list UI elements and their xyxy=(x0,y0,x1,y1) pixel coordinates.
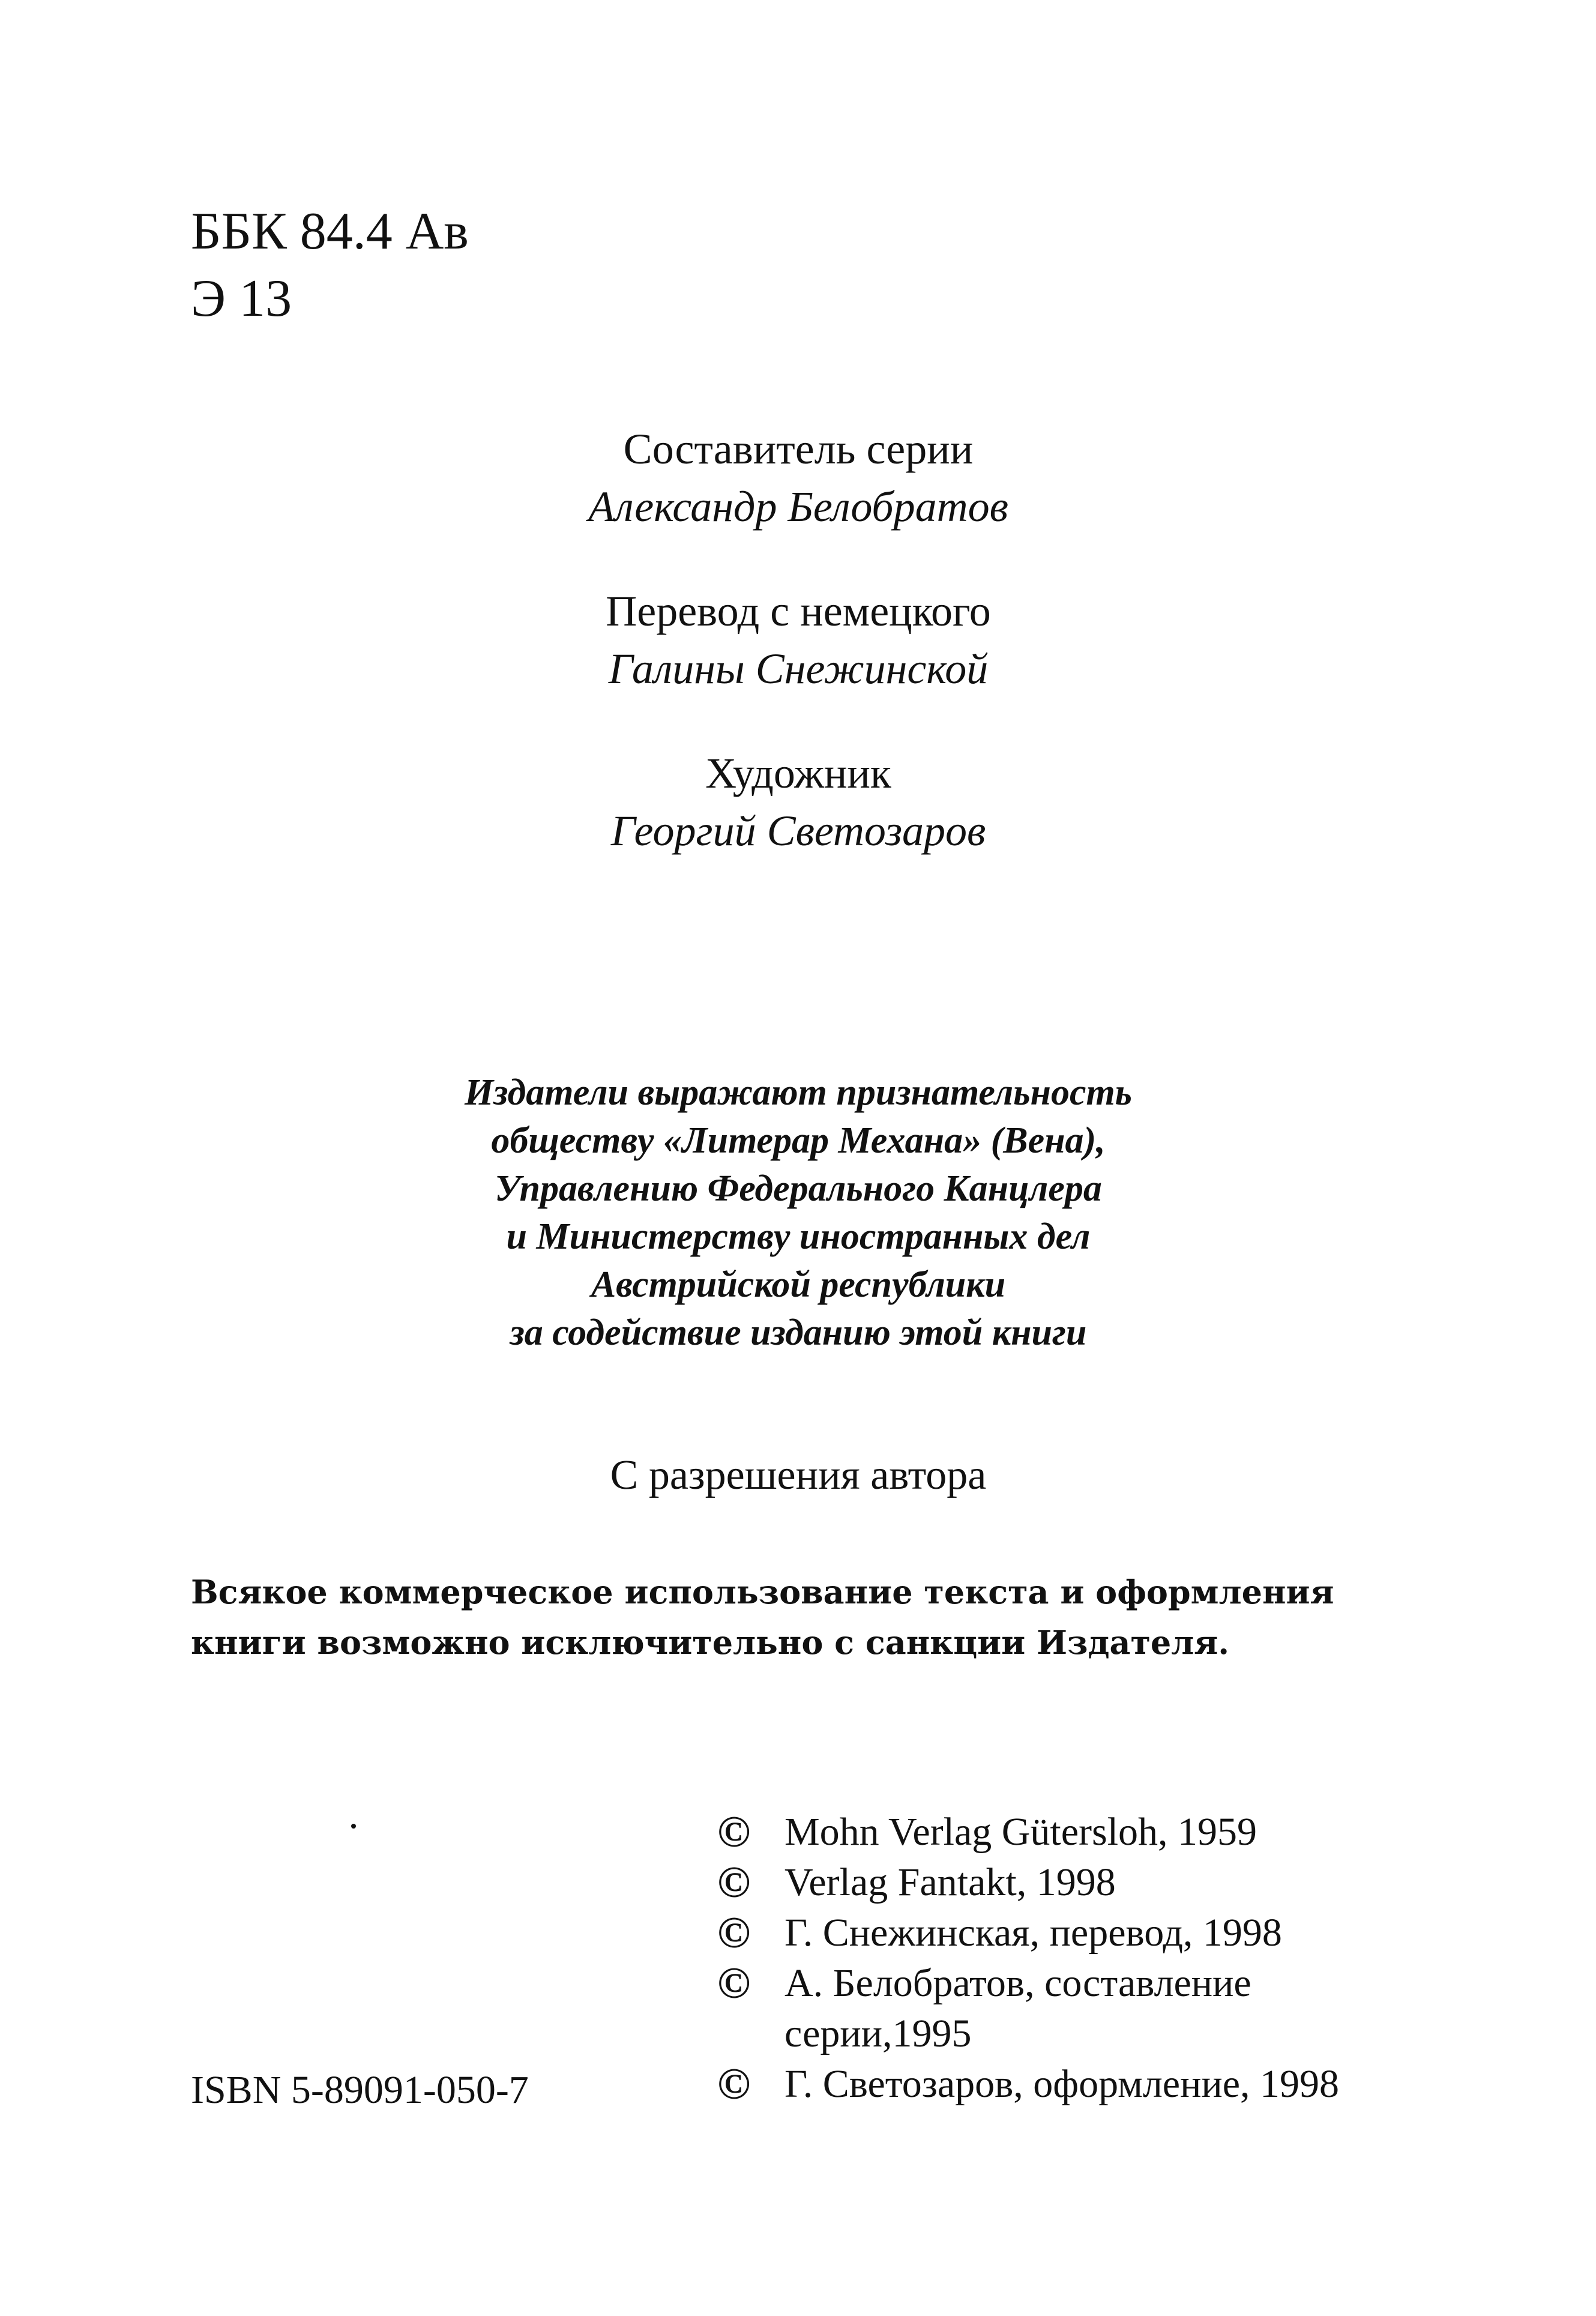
credit-person: Галины Снежинской xyxy=(608,645,989,693)
acknowledgement-paragraph xyxy=(336,1069,1260,1357)
copyright-entry xyxy=(717,1857,1339,1908)
copyright-text: Г. Снежинская, перевод, 1998 xyxy=(784,1911,1282,1955)
credit-role: Перевод с немецкого xyxy=(606,587,991,635)
notice-line: Всякое коммерческое использование текста и оформления xyxy=(191,1573,1334,1611)
copyright-entry xyxy=(717,1908,1339,1958)
credit-role: Составитель серии xyxy=(623,425,974,473)
permission-note: С разрешения автора xyxy=(610,1452,987,1498)
credit-role: Художник xyxy=(705,749,891,797)
acknowledgement-line: Управлению Федерального Канцлера xyxy=(495,1168,1102,1209)
copyright-icon: © xyxy=(717,2060,751,2109)
acknowledgement-line: Издатели выражают признательность xyxy=(464,1072,1133,1113)
acknowledgement-line: за содействие изданию этой книги xyxy=(510,1312,1087,1353)
print-speck xyxy=(351,1824,356,1829)
acknowledgement-line: Австрийской республики xyxy=(591,1264,1006,1305)
credit-artist xyxy=(396,744,1200,860)
acknowledgement-line: обществу «Литерар Механа» (Вена), xyxy=(491,1120,1106,1161)
copyright-continuation: серии,1995 xyxy=(784,2012,972,2055)
credit-series-editor xyxy=(396,420,1200,535)
credit-person: Александр Белобратов xyxy=(588,483,1008,531)
isbn: ISBN 5-89091-050-7 xyxy=(191,2068,529,2112)
acknowledgement-line: и Министерству иностранных дел xyxy=(506,1216,1091,1257)
notice-line: книги возможно исключительно с санкции Издателя. xyxy=(191,1623,1230,1662)
copyright-icon: © xyxy=(717,1808,751,1857)
copyright-text: А. Белобратов, составление xyxy=(784,1961,1251,2005)
copyright-entry xyxy=(717,2059,1339,2109)
credit-person: Георгий Светозаров xyxy=(610,807,986,855)
copyright-icon: © xyxy=(717,1959,751,2008)
copyright-text: Г. Светозаров, оформление, 1998 xyxy=(784,2062,1339,2106)
copyright-text: Mohn Verlag Gütersloh, 1959 xyxy=(784,1810,1257,1854)
copyright-list xyxy=(717,1807,1339,2109)
commercial-use-notice xyxy=(191,1567,1334,1668)
credit-translator xyxy=(396,582,1200,698)
copyright-icon: © xyxy=(717,1908,751,1958)
copyright-icon: © xyxy=(717,1858,751,1907)
author-mark: Э 13 xyxy=(191,270,292,328)
copyright-text: Verlag Fantakt, 1998 xyxy=(784,1860,1116,1904)
bbk-code: ББК 84.4 Ав xyxy=(191,202,469,261)
copyright-entry xyxy=(717,1958,1339,2009)
library-classification xyxy=(191,198,469,333)
copyright-entry xyxy=(717,1807,1339,1857)
